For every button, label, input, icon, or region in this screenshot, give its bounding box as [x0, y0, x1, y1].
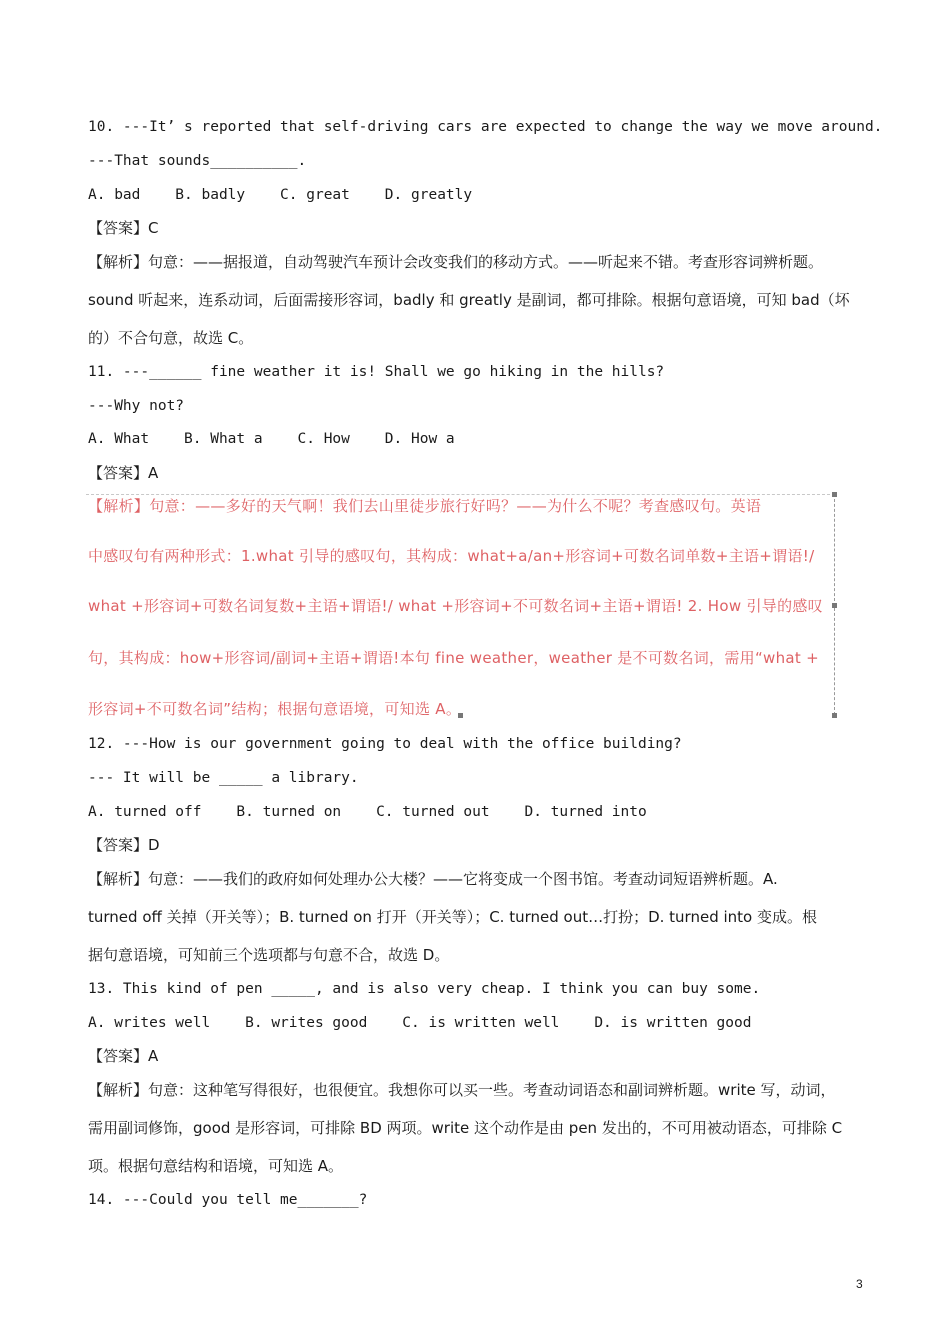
q12-reply: --- It will be _____ a library. — [88, 770, 359, 786]
q10-analysis-line-2: sound 听起来，连系动词，后面需接形容词，badly 和 greatly 是副词，都可排除。根据句意语境，可知 bad（坏 — [88, 291, 850, 309]
q11-analysis-line-1: 【解析】句意：——多好的天气啊！我们去山里徒步旅行好吗？——为什么不呢？考查感叹句。英语 — [88, 497, 762, 515]
q10-stem: 10. ---It’ s reported that self-driving cars are expected to change the way we move around. — [88, 119, 883, 135]
q11-reply: ---Why not? — [88, 398, 185, 414]
q13-options: A. writes well B. writes good C. is written well D. is written good — [88, 1015, 752, 1031]
resize-handle-icon[interactable] — [832, 492, 837, 497]
resize-handle-icon[interactable] — [832, 713, 837, 718]
q13-analysis-line-2: 需用副词修饰，good 是形容词，可排除 BD 两项。write 这个动作是由 pen 发出的，不可用被动语态，可排除 C — [88, 1119, 843, 1137]
q10-analysis-line-3: 的）不合句意，故选 C。 — [88, 329, 254, 347]
q12-analysis-line-3: 据句意语境，可知前三个选项都与句意不合，故选 D。 — [88, 946, 450, 964]
q10-answer: 【答案】C — [88, 219, 159, 237]
q11-analysis-line-4: 句，其构成：how+形容词/副词+主语+谓语!本句 fine weather，weather 是不可数名词，需用“what + — [88, 649, 820, 667]
q11-analysis-line-2: 中感叹句有两种形式：1.what 引导的感叹句，其构成：what+a/an+形容词+可数名词单数+主语+谓语!/ — [88, 547, 815, 565]
q11-analysis-line-3: what +形容词+可数名词复数+主语+谓语!/ what +形容词+不可数名词+主语+谓语! 2. How 引导的感叹 — [88, 597, 823, 615]
q12-options: A. turned off B. turned on C. turned out D. turned into — [88, 804, 647, 820]
q10-options: A. bad B. badly C. great D. greatly — [88, 187, 473, 203]
q12-analysis-line-1: 【解析】句意：——我们的政府如何处理办公大楼？——它将变成一个图书馆。考查动词短语辨析题。A. — [88, 870, 778, 888]
q12-answer: 【答案】D — [88, 836, 160, 854]
q14-stem: 14. ---Could you tell me_______? — [88, 1192, 368, 1208]
q10-reply: ---That sounds__________. — [88, 153, 307, 169]
q12-stem: 12. ---How is our government going to deal with the office building? — [88, 736, 682, 752]
resize-handle-icon[interactable] — [832, 603, 837, 608]
q11-answer: 【答案】A — [88, 464, 159, 482]
q13-analysis-line-1: 【解析】句意：这种笔写得很好，也很便宜。我想你可以买一些。考查动词语态和副词辨析题。write 写，动词， — [88, 1081, 836, 1099]
q11-options: A. What B. What a C. How D. How a — [88, 431, 455, 447]
q11-analysis-line-5: 形容词+不可数名词”结构；根据句意语境，可知选 A。 — [88, 700, 462, 718]
page-number: 3 — [856, 1277, 863, 1291]
q11-stem: 11. ---______ fine weather it is! Shall we go hiking in the hills? — [88, 364, 665, 380]
q10-analysis-line-1: 【解析】句意：——据报道，自动驾驶汽车预计会改变我们的移动方式。——听起来不错。考查形容词辨析题。 — [88, 253, 824, 271]
q13-answer: 【答案】A — [88, 1047, 159, 1065]
q13-stem: 13. This kind of pen _____, and is also very cheap. I think you can buy some. — [88, 981, 761, 997]
q12-analysis-line-2: turned off 关掉（开关等）；B. turned on 打开（开关等）；C. turned out…打扮；D. turned into 变成。根 — [88, 908, 817, 926]
q13-analysis-line-3: 项。根据句意结构和语境，可知选 A。 — [88, 1157, 344, 1175]
